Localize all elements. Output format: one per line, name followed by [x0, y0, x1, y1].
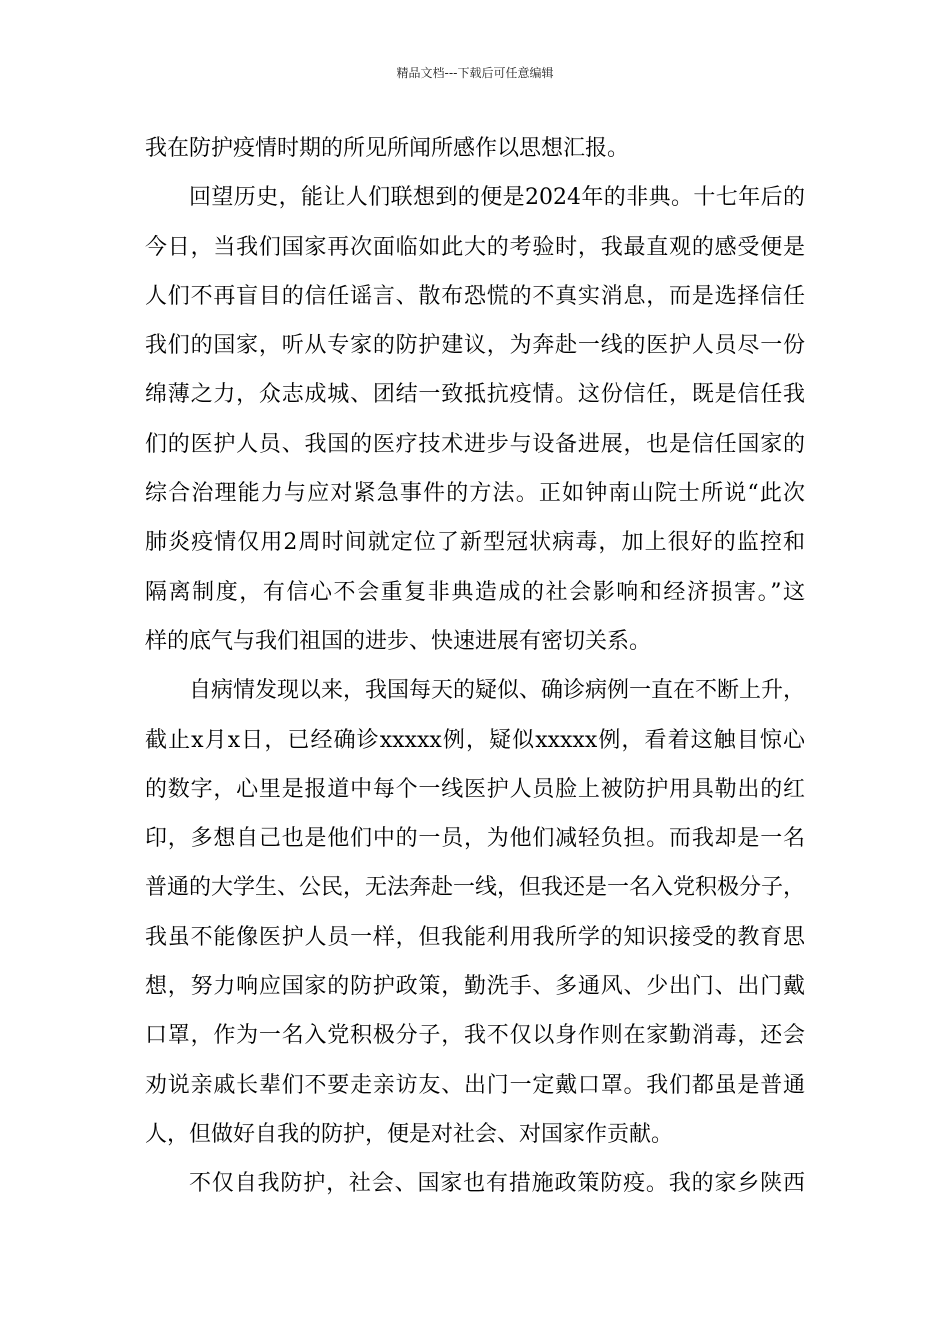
text-line: 口罩，作为一名入党积极分子，我不仅以身作则在家勤消毒，还会 [145, 1023, 805, 1049]
text-line: 肺炎疫情仅用2周时间就定位了新型冠状病毒，加上很好的监控和 [145, 530, 805, 556]
text-line: 我虽不能像医护人员一样，但我能利用我所学的知识接受的教育思 [145, 924, 805, 950]
paragraph-first-line: 自病情发现以来，我国每天的疑似、确诊病例一直在不断上升， [189, 678, 806, 704]
text-line: 我们的国家，听从专家的防护建议，为奔赴一线的医护人员尽一份 [145, 333, 805, 359]
text-line: 印，多想自己也是他们中的一员，为他们减轻负担。而我却是一名 [145, 826, 805, 852]
text-line: 们的医护人员、我国的医疗技术进步与设备进展，也是信任国家的 [145, 431, 805, 457]
text-line: 人们不再盲目的信任谣言、散布恐慌的不真实消息，而是选择信任 [145, 283, 805, 309]
text-line: 今日，当我们国家再次面临如此大的考验时，我最直观的感受便是 [145, 234, 805, 260]
text-line: 隔离制度，有信心不会重复非典造成的社会影响和经济损害。”这 [145, 579, 805, 605]
text-line: 想，努力响应国家的防护政策，勤洗手、多通风、少出门、出门戴 [145, 974, 805, 1000]
text-line: 的数字，心里是报道中每个一线医护人员脸上被防护用具勒出的红 [145, 776, 805, 802]
text-line: 样的底气与我们祖国的进步、快速进展有密切关系。 [145, 628, 652, 654]
page-header: 精品文档---下载后可任意编辑 [396, 66, 554, 80]
paragraph-first-line: 回望历史，能让人们联想到的便是2024年的非典。十七年后的 [189, 185, 805, 211]
text-line: 人，但做好自我的防护，便是对社会、对国家作贡献。 [145, 1121, 674, 1147]
text-line: 截止x月x日，已经确诊xxxxx例，疑似xxxxx例，看着这触目惊心 [145, 727, 805, 753]
document-body [145, 124, 805, 1209]
text-line: 劝说亲戚长辈们不要走亲访友、出门一定戴口罩。我们都虽是普通 [145, 1072, 805, 1098]
paragraph-first-line: 不仅自我防护，社会、国家也有措施政策防疫。我的家乡陕西 [189, 1171, 805, 1197]
text-line: 我在防护疫情时期的所见所闻所感作以思想汇报。 [145, 136, 630, 161]
text-line: 普通的大学生、公民，无法奔赴一线，但我还是一名入党积极分子， [145, 875, 806, 901]
text-line: 综合治理能力与应对紧急事件的方法。正如钟南山院士所说“此次 [145, 481, 805, 507]
text-line: 绵薄之力，众志成城、团结一致抵抗疫情。这份信任，既是信任我 [145, 382, 805, 408]
